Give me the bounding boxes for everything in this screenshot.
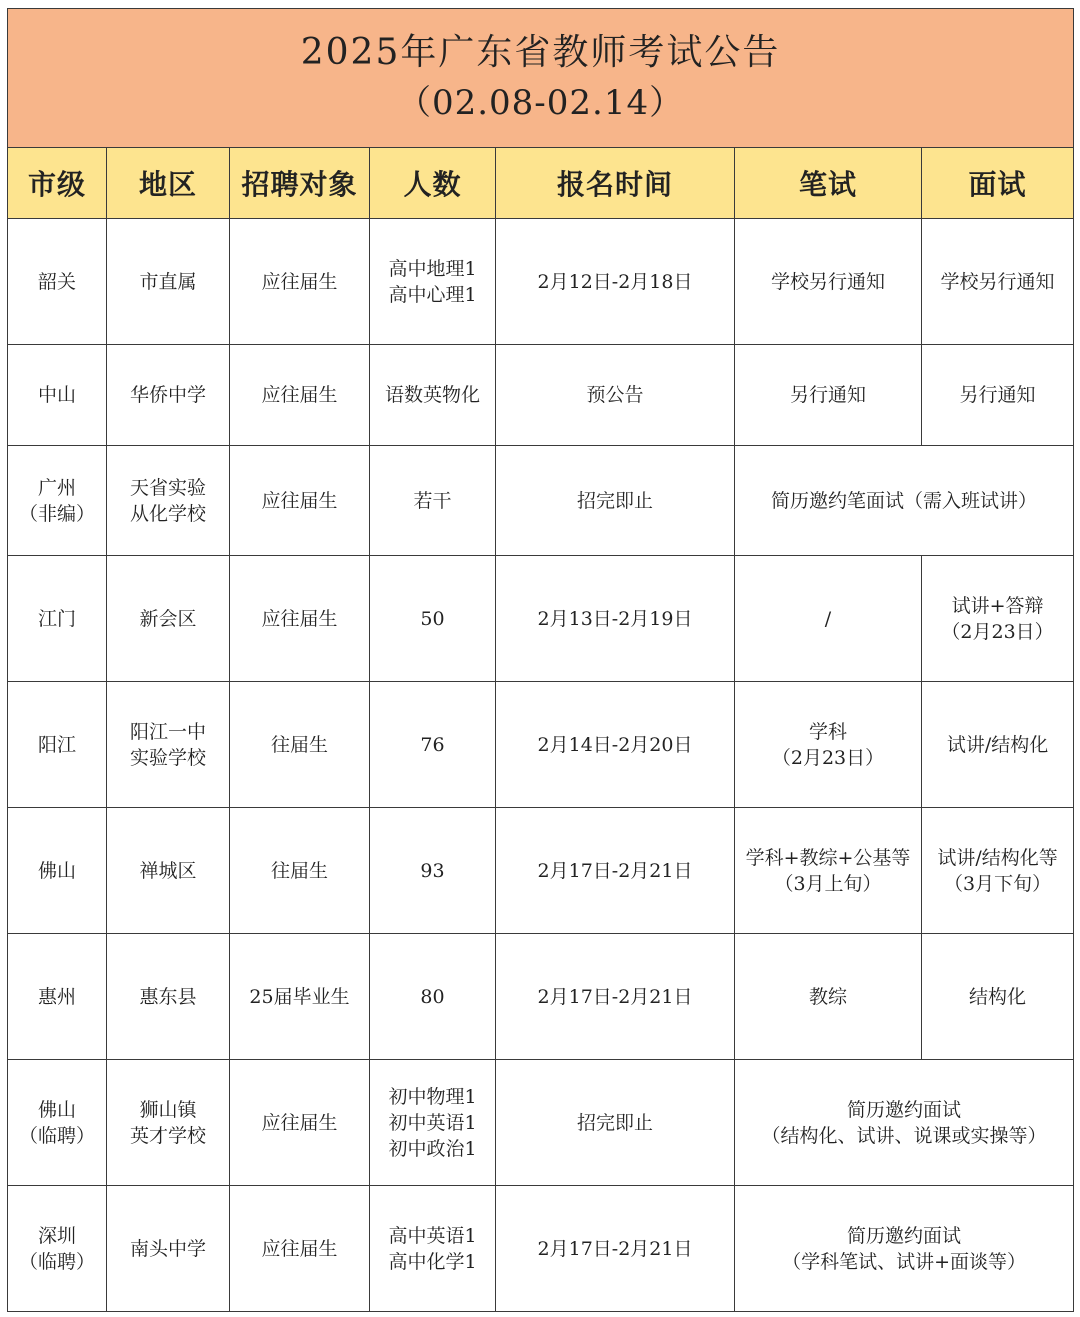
cell-signup-time-line: 2月12日-2月18日 (537, 270, 693, 293)
cell-signup-time (496, 556, 735, 682)
cell-interview (922, 556, 1074, 682)
title-cell (8, 9, 1074, 148)
cell-written-and-interview-line: 简历邀约笔面试（需入班试讲） (771, 489, 1038, 512)
cell-area (107, 808, 230, 934)
cell-area (107, 446, 230, 556)
table-row (8, 219, 1074, 345)
cell-area (107, 219, 230, 345)
notice-sheet (7, 8, 1073, 1310)
cell-target (230, 682, 370, 808)
cell-target (230, 1060, 370, 1186)
cell-written-exam-line: 学校另行通知 (770, 270, 885, 293)
header-row (8, 148, 1074, 219)
cell-written-and-interview (735, 1186, 1074, 1312)
cell-area (107, 934, 230, 1060)
cell-count-line: 76 (420, 733, 445, 756)
cell-area (107, 1186, 230, 1312)
cell-interview-line: 学校另行通知 (940, 270, 1055, 293)
cell-area-line: 天省实验 (129, 476, 206, 499)
cell-signup-time-line: 2月13日-2月19日 (537, 607, 693, 630)
cell-count-line: 50 (420, 607, 445, 630)
cell-count (370, 219, 496, 345)
cell-written-and-interview-line: 简历邀约面试 (847, 1224, 962, 1247)
cell-written-exam (735, 682, 922, 808)
cell-written-exam (735, 219, 922, 345)
cell-area-line: 狮山镇 (139, 1098, 197, 1121)
cell-city-line: 深圳 (37, 1224, 76, 1247)
cell-area-line: 阳江一中 (129, 720, 206, 743)
cell-count (370, 446, 496, 556)
table-row (8, 446, 1074, 556)
cell-signup-time-line: 2月17日-2月21日 (537, 985, 693, 1008)
cell-written-and-interview (735, 446, 1074, 556)
cell-count-line: 初中政治1 (388, 1137, 477, 1160)
cell-written-and-interview-line: （结构化、试讲、说课或实操等） (761, 1124, 1047, 1147)
cell-count (370, 345, 496, 446)
table-row (8, 345, 1074, 446)
page-title: 2025年广东省教师考试公告 (300, 32, 781, 73)
cell-written-exam-line: 学科 (808, 720, 847, 743)
cell-target-line: 应往届生 (261, 489, 338, 512)
cell-city-line: 韶关 (37, 270, 76, 293)
cell-city-line: 中山 (37, 384, 76, 406)
cell-written-exam-line: 学科+教综+公基等 (745, 846, 911, 869)
cell-city (8, 446, 107, 556)
cell-count (370, 1186, 496, 1312)
cell-target-line: 应往届生 (261, 1237, 338, 1260)
cell-signup-time (496, 446, 735, 556)
cell-count (370, 934, 496, 1060)
cell-city (8, 808, 107, 934)
cell-signup-time (496, 345, 735, 446)
cell-interview (922, 345, 1074, 446)
cell-signup-time-line: 预公告 (586, 384, 644, 406)
cell-target-line: 应往届生 (261, 384, 338, 406)
cell-count-line: 初中英语1 (388, 1111, 477, 1134)
cell-area (107, 556, 230, 682)
date-range: （02.08-02.14） (396, 83, 685, 123)
cell-target-line: 应往届生 (261, 270, 338, 293)
cell-target (230, 219, 370, 345)
header-city: 市级 (8, 148, 107, 219)
table-row (8, 934, 1074, 1060)
cell-city (8, 556, 107, 682)
header-count: 人数 (370, 148, 496, 219)
cell-city (8, 219, 107, 345)
cell-target-line: 应往届生 (261, 1111, 338, 1134)
cell-written-and-interview-line: （学科笔试、试讲+面谈等） (782, 1250, 1026, 1273)
cell-area (107, 682, 230, 808)
cell-target (230, 934, 370, 1060)
table-row (8, 556, 1074, 682)
cell-signup-time (496, 934, 735, 1060)
cell-signup-time (496, 808, 735, 934)
cell-written-and-interview (735, 1060, 1074, 1186)
cell-interview-line: 试讲+答辩 (951, 594, 1044, 617)
table-row (8, 808, 1074, 934)
cell-count-line: 高中化学1 (388, 1250, 477, 1273)
exam-notice-table (7, 8, 1074, 1312)
cell-city (8, 934, 107, 1060)
cell-city-line: 惠州 (37, 985, 76, 1008)
cell-city-line: 江门 (37, 607, 76, 630)
cell-city (8, 1060, 107, 1186)
cell-area (107, 1060, 230, 1186)
cell-area-line: 英才学校 (129, 1124, 206, 1147)
cell-target-line: 25届毕业生 (249, 985, 350, 1008)
cell-city (8, 345, 107, 446)
cell-written-and-interview-line: 简历邀约面试 (847, 1098, 962, 1121)
cell-area-line: 实验学校 (129, 746, 206, 769)
cell-signup-time (496, 682, 735, 808)
cell-signup-time-line: 招完即止 (576, 489, 653, 512)
cell-area-line: 华侨中学 (129, 384, 206, 406)
cell-interview-line: 试讲/结构化 (946, 733, 1049, 756)
cell-area (107, 345, 230, 446)
cell-signup-time-line: 招完即止 (576, 1111, 653, 1134)
title-row (8, 9, 1074, 148)
cell-area-line: 禅城区 (139, 859, 197, 882)
cell-signup-time (496, 1186, 735, 1312)
header-interview: 面试 (922, 148, 1074, 219)
cell-count-line: 高中英语1 (388, 1224, 477, 1247)
cell-target-line: 应往届生 (261, 607, 338, 630)
cell-target-line: 往届生 (270, 733, 328, 756)
cell-city-line: 广州 (37, 476, 76, 499)
cell-count (370, 1060, 496, 1186)
cell-target (230, 808, 370, 934)
cell-count-line: 初中物理1 (388, 1085, 477, 1108)
cell-city-line: （临聘） (18, 1250, 95, 1273)
cell-interview-line: 结构化 (969, 985, 1027, 1008)
cell-count (370, 808, 496, 934)
cell-signup-time (496, 219, 735, 345)
cell-city (8, 682, 107, 808)
cell-count-line: 80 (420, 985, 445, 1008)
cell-written-exam-line: 教综 (808, 985, 847, 1008)
cell-city-line: （非编） (18, 502, 95, 525)
cell-city (8, 1186, 107, 1312)
cell-area-line: 惠东县 (139, 985, 197, 1008)
cell-city-line: 阳江 (37, 733, 76, 756)
cell-target (230, 1186, 370, 1312)
header-written-exam: 笔试 (735, 148, 922, 219)
cell-city-line: 佛山 (37, 1098, 76, 1121)
table-row (8, 1060, 1074, 1186)
cell-interview (922, 934, 1074, 1060)
cell-signup-time-line: 2月17日-2月21日 (537, 859, 693, 882)
cell-area-line: 南头中学 (129, 1237, 206, 1260)
cell-target (230, 345, 370, 446)
cell-interview (922, 808, 1074, 934)
cell-written-exam-line: （3月上旬） (774, 872, 882, 895)
cell-area-line: 市直属 (139, 270, 197, 293)
cell-interview (922, 682, 1074, 808)
cell-city-line: （临聘） (18, 1124, 95, 1147)
cell-interview-line: 试讲/结构化等 (937, 846, 1058, 869)
cell-written-exam (735, 556, 922, 682)
cell-area-line: 新会区 (139, 607, 197, 630)
cell-written-exam-line: （2月23日） (771, 746, 885, 769)
cell-target (230, 556, 370, 682)
cell-signup-time (496, 1060, 735, 1186)
cell-written-exam (735, 808, 922, 934)
table-row (8, 1186, 1074, 1312)
cell-target (230, 446, 370, 556)
cell-interview-line: （3月下旬） (944, 872, 1052, 895)
cell-signup-time-line: 2月17日-2月21日 (537, 1237, 693, 1260)
cell-count (370, 682, 496, 808)
cell-interview-line: 另行通知 (959, 384, 1036, 406)
cell-interview (922, 219, 1074, 345)
cell-written-exam (735, 345, 922, 446)
cell-written-exam-line: / (824, 607, 832, 630)
cell-count (370, 556, 496, 682)
cell-count-line: 高中地理1 (388, 257, 477, 280)
header-signup-time: 报名时间 (496, 148, 735, 219)
cell-count-line: 高中心理1 (388, 283, 477, 306)
header-area: 地区 (107, 148, 230, 219)
header-target: 招聘对象 (230, 148, 370, 219)
cell-interview-line: （2月23日） (941, 620, 1054, 643)
cell-written-exam (735, 934, 922, 1060)
cell-count-line: 93 (420, 859, 445, 882)
cell-count-line: 语数英物化 (384, 384, 480, 406)
cell-area-line: 从化学校 (129, 502, 206, 525)
cell-count-line: 若干 (413, 489, 452, 512)
cell-city-line: 佛山 (37, 859, 76, 882)
cell-written-exam-line: 另行通知 (789, 384, 866, 406)
cell-signup-time-line: 2月14日-2月20日 (537, 733, 693, 756)
table-row (8, 682, 1074, 808)
cell-target-line: 往届生 (270, 859, 328, 882)
